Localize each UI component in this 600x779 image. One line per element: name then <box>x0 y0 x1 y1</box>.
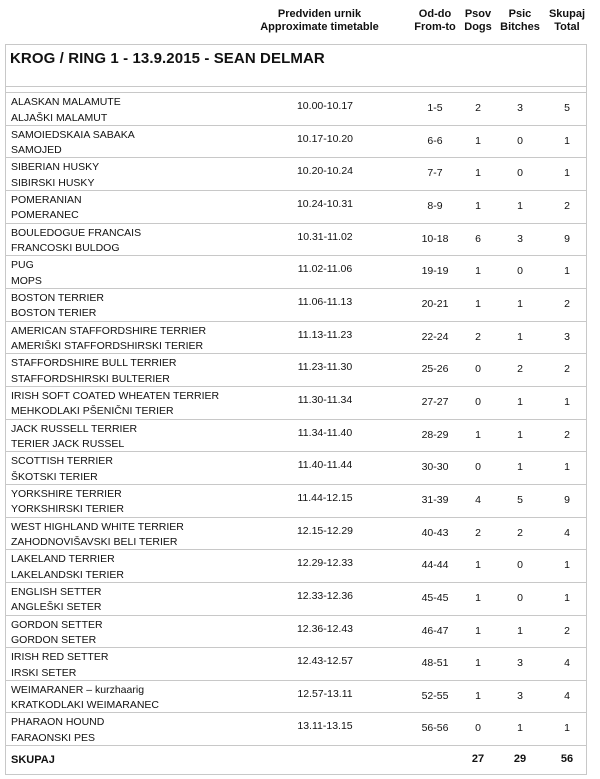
bitches-cell: 1 <box>517 722 523 735</box>
dogs-cell: 1 <box>475 134 481 147</box>
table-row <box>5 647 587 680</box>
header-fromto-sl: Od-do <box>418 8 452 20</box>
table-row <box>5 92 587 125</box>
breed-name-sl: IRSKI SETER <box>11 666 77 679</box>
header-fromto <box>404 8 466 34</box>
breed-name-en: WEIMARANER – kurzhaarig <box>11 683 145 696</box>
dogs-cell: 1 <box>475 199 481 212</box>
timetable-cell: 12.33-12.36 <box>296 589 354 602</box>
breed-name <box>11 454 113 485</box>
table-row <box>5 288 587 321</box>
breed-name <box>11 618 103 649</box>
breed-name-en: PUG <box>11 259 34 272</box>
total-cell: 2 <box>564 297 570 310</box>
total-cell: 2 <box>564 624 570 637</box>
dogs-cell: 1 <box>475 591 481 604</box>
table-row <box>5 386 587 419</box>
bitches-cell: 1 <box>517 428 523 441</box>
total-cell: 1 <box>564 461 570 474</box>
total-cell: 1 <box>564 265 570 278</box>
breed-name-sl: LAKELANDSKI TERIER <box>11 568 125 581</box>
breed-name <box>11 356 177 387</box>
total-cell: 2 <box>564 199 570 212</box>
fromto-cell: 44-44 <box>421 559 449 572</box>
table-row <box>5 190 587 223</box>
breed-name-sl: SIBIRSKI HUSKY <box>11 176 95 189</box>
timetable-cell: 12.15-12.29 <box>296 524 354 537</box>
fromto-cell: 10-18 <box>421 232 449 245</box>
dogs-cell: 1 <box>475 689 481 702</box>
breed-name <box>11 324 206 355</box>
table-row <box>5 582 587 615</box>
fromto-cell: 48-51 <box>421 657 449 670</box>
breed-name <box>11 226 141 257</box>
timetable-cell: 11.34-11.40 <box>297 426 353 439</box>
breed-name <box>11 520 184 551</box>
breed-name-sl: AMERIŠKI STAFFORDSHIRSKI TERIER <box>11 340 204 353</box>
table-row <box>5 255 587 288</box>
bitches-cell: 0 <box>517 167 523 180</box>
dogs-cell: 2 <box>475 102 481 114</box>
fromto-cell: 22-24 <box>421 330 449 343</box>
breed-name <box>11 160 99 191</box>
timetable-cell: 10.17-10.20 <box>296 132 354 145</box>
dogs-cell: 1 <box>475 265 481 278</box>
header-fromto-en: From-to <box>414 21 456 33</box>
timetable-cell: 13.11-13.15 <box>297 720 353 733</box>
breed-name <box>11 291 104 322</box>
timetable-cell: 10.24-10.31 <box>296 197 354 210</box>
breed-name-en: AMERICAN STAFFORDSHIRE TERRIER <box>11 324 207 337</box>
timetable-cell: 10.31-11.02 <box>297 230 353 243</box>
total-cell: 9 <box>564 493 570 506</box>
bitches-cell: 1 <box>517 461 523 474</box>
breed-name-en: YORKSHIRE TERRIER <box>11 487 122 500</box>
fromto-cell: 28-29 <box>421 428 449 441</box>
bitches-cell: 0 <box>517 265 523 278</box>
breed-name-sl: ŠKOTSKI TERIER <box>11 470 98 483</box>
fromto-cell: 6-6 <box>427 134 443 147</box>
fromto-cell: 8-9 <box>427 199 443 212</box>
breed-name-sl: KRATKODLAKI WEIMARANEC <box>11 699 159 712</box>
summary-dogs: 27 <box>471 753 485 765</box>
breed-name-en: SCOTTISH TERRIER <box>11 455 113 468</box>
summary-row <box>5 745 587 776</box>
title-divider <box>5 86 587 87</box>
total-cell: 9 <box>564 232 570 245</box>
bitches-cell: 3 <box>517 102 523 114</box>
dogs-cell: 0 <box>475 461 481 474</box>
breed-name-sl: BOSTON TERIER <box>11 307 97 320</box>
header-dogs-sl: Psov <box>464 8 492 20</box>
breed-name-en: JACK RUSSELL TERRIER <box>11 422 138 435</box>
bitches-cell: 5 <box>517 493 523 506</box>
summary-total: 56 <box>560 753 574 765</box>
breed-table-body <box>5 92 587 745</box>
table-row <box>5 451 587 484</box>
fromto-cell: 52-55 <box>421 689 449 702</box>
bitches-cell: 2 <box>517 526 523 539</box>
breed-name <box>11 422 137 453</box>
summary-label: SKUPAJ <box>11 754 55 766</box>
dogs-cell: 1 <box>475 167 481 180</box>
breed-name-sl: POMERANEC <box>11 209 79 222</box>
table-row <box>5 419 587 452</box>
timetable-cell: 11.40-11.44 <box>297 459 353 472</box>
breed-name-en: SAMOIEDSKAIA SABAKA <box>11 128 135 141</box>
total-cell: 5 <box>564 102 570 114</box>
total-cell: 2 <box>564 428 570 441</box>
total-cell: 4 <box>564 689 570 702</box>
bitches-cell: 3 <box>517 689 523 702</box>
breed-name-en: IRISH SOFT COATED WHEATEN TERRIER <box>11 389 220 402</box>
breed-name-en: ENGLISH SETTER <box>11 585 102 598</box>
fromto-cell: 31-39 <box>421 493 449 506</box>
header-timetable <box>252 8 387 34</box>
fromto-cell: 45-45 <box>421 591 449 604</box>
bitches-cell: 1 <box>517 297 523 310</box>
breed-name-sl: YORKSHIRSKI TERIER <box>11 503 124 516</box>
table-row <box>5 321 587 354</box>
header-timetable-sl: Predviden urnik <box>277 8 362 20</box>
total-cell: 1 <box>564 591 570 604</box>
breed-name-en: STAFFORDSHIRE BULL TERRIER <box>11 357 177 370</box>
header-dogs-en: Dogs <box>464 21 492 33</box>
breed-name-en: WEST HIGHLAND WHITE TERRIER <box>11 520 184 533</box>
bitches-cell: 3 <box>517 232 523 245</box>
header-bitches-sl: Psic <box>508 8 532 20</box>
bitches-cell: 0 <box>517 591 523 604</box>
bitches-cell: 0 <box>517 134 523 147</box>
table-row <box>5 680 587 713</box>
breed-name-sl: MOPS <box>11 274 42 287</box>
bitches-cell: 1 <box>517 199 523 212</box>
fromto-cell: 27-27 <box>421 395 449 408</box>
breed-name <box>11 683 159 714</box>
table-row <box>5 549 587 582</box>
breed-name-en: GORDON SETTER <box>11 618 103 631</box>
breed-name-sl: ALJAŠKI MALAMUT <box>11 111 108 124</box>
breed-name-en: PHARAON HOUND <box>11 716 105 729</box>
breed-name-en: BOSTON TERRIER <box>11 291 104 304</box>
table-row <box>5 353 587 386</box>
timetable-cell: 11.13-11.23 <box>297 328 353 341</box>
table-header <box>0 0 600 44</box>
header-dogs <box>458 8 498 34</box>
breed-name-sl: FRANCOSKI BULDOG <box>11 242 120 255</box>
bitches-cell: 2 <box>517 363 523 376</box>
bitches-cell: 1 <box>517 624 523 637</box>
breed-name <box>11 389 219 420</box>
timetable-cell: 12.43-12.57 <box>296 655 354 668</box>
fromto-cell: 56-56 <box>421 722 449 735</box>
summary-bitches: 29 <box>513 753 527 765</box>
header-bitches-en: Bitches <box>500 21 540 33</box>
total-cell: 3 <box>564 330 570 343</box>
breed-name-sl: ZAHODNOVIŠAVSKI BELI TERIER <box>11 536 178 549</box>
timetable-cell: 12.57-13.11 <box>297 687 353 700</box>
fromto-cell: 1-5 <box>427 102 443 114</box>
fromto-cell: 7-7 <box>427 167 443 180</box>
breed-name-sl: ANGLEŠKI SETER <box>11 601 102 614</box>
total-cell: 2 <box>564 363 570 376</box>
dogs-cell: 1 <box>475 297 481 310</box>
breed-name <box>11 193 82 224</box>
fromto-cell: 19-19 <box>421 265 449 278</box>
bitches-cell: 1 <box>517 395 523 408</box>
header-total <box>542 8 592 34</box>
timetable-cell: 10.00-10.17 <box>296 100 354 112</box>
breed-name-sl: FARAONSKI PES <box>11 731 96 744</box>
timetable-cell: 12.29-12.33 <box>296 557 354 570</box>
bitches-cell: 0 <box>517 559 523 572</box>
breed-name-en: BOULEDOGUE FRANCAIS <box>11 226 142 239</box>
table-row <box>5 223 587 256</box>
breed-name <box>11 258 42 289</box>
breed-name <box>11 650 108 681</box>
dogs-cell: 4 <box>475 493 481 506</box>
breed-name-en: ALASKAN MALAMUTE <box>11 96 121 108</box>
table-row <box>5 484 587 517</box>
timetable-cell: 10.20-10.24 <box>296 165 354 178</box>
breed-name-en: POMERANIAN <box>11 193 82 206</box>
breed-name-sl: SAMOJED <box>11 144 62 157</box>
table-row <box>5 615 587 648</box>
table-row <box>5 157 587 190</box>
dogs-cell: 6 <box>475 232 481 245</box>
dogs-cell: 2 <box>475 526 481 539</box>
breed-name <box>11 128 135 159</box>
dogs-cell: 1 <box>475 428 481 441</box>
timetable-cell: 11.23-11.30 <box>297 361 353 374</box>
total-cell: 1 <box>564 134 570 147</box>
timetable-cell: 11.02-11.06 <box>297 263 353 276</box>
header-total-en: Total <box>554 21 580 33</box>
total-cell: 1 <box>564 559 570 572</box>
total-cell: 1 <box>564 395 570 408</box>
timetable-cell: 11.44-12.15 <box>297 491 353 504</box>
breed-name-sl: GORDON SETER <box>11 634 97 646</box>
dogs-cell: 1 <box>475 559 481 572</box>
dogs-cell: 0 <box>475 722 481 735</box>
breed-name <box>11 585 101 616</box>
table-row <box>5 125 587 158</box>
breed-name <box>11 95 121 126</box>
breed-name-sl: MEHKODLAKI PŠENIČNI TERIER <box>11 405 174 418</box>
breed-name-sl: STAFFORDSHIRSKI BULTERIER <box>11 372 170 385</box>
dogs-cell: 1 <box>475 624 481 637</box>
ring-title: KROG / RING 1 - 13.9.2015 - SEAN DELMAR <box>10 50 325 67</box>
total-cell: 1 <box>564 167 570 180</box>
fromto-cell: 46-47 <box>421 624 449 637</box>
bitches-cell: 3 <box>517 657 523 670</box>
breed-name <box>11 487 124 518</box>
breed-name-en: SIBERIAN HUSKY <box>11 161 100 174</box>
header-timetable-en: Approximate timetable <box>260 21 379 33</box>
fromto-cell: 25-26 <box>421 363 449 376</box>
dogs-cell: 1 <box>475 657 481 670</box>
bitches-cell: 1 <box>517 330 523 343</box>
table-row <box>5 517 587 550</box>
fromto-cell: 40-43 <box>421 526 449 539</box>
header-bitches <box>498 8 542 34</box>
timetable-cell: 11.06-11.13 <box>297 295 353 308</box>
total-cell: 4 <box>564 657 570 670</box>
fromto-cell: 30-30 <box>421 461 449 474</box>
dogs-cell: 0 <box>475 363 481 376</box>
total-cell: 4 <box>564 526 570 539</box>
dogs-cell: 2 <box>475 330 481 343</box>
breed-name-sl: TERIER JACK RUSSEL <box>11 438 125 451</box>
breed-name-en: IRISH RED SETTER <box>11 651 109 664</box>
timetable-cell: 11.30-11.34 <box>297 393 353 406</box>
header-total-sl: Skupaj <box>548 8 586 20</box>
timetable-cell: 12.36-12.43 <box>296 622 354 635</box>
total-cell: 1 <box>564 722 570 735</box>
breed-name <box>11 715 104 746</box>
fromto-cell: 20-21 <box>421 297 449 310</box>
breed-name-en: LAKELAND TERRIER <box>11 553 115 566</box>
table-row <box>5 712 587 745</box>
dogs-cell: 0 <box>475 395 481 408</box>
breed-name <box>11 552 124 583</box>
